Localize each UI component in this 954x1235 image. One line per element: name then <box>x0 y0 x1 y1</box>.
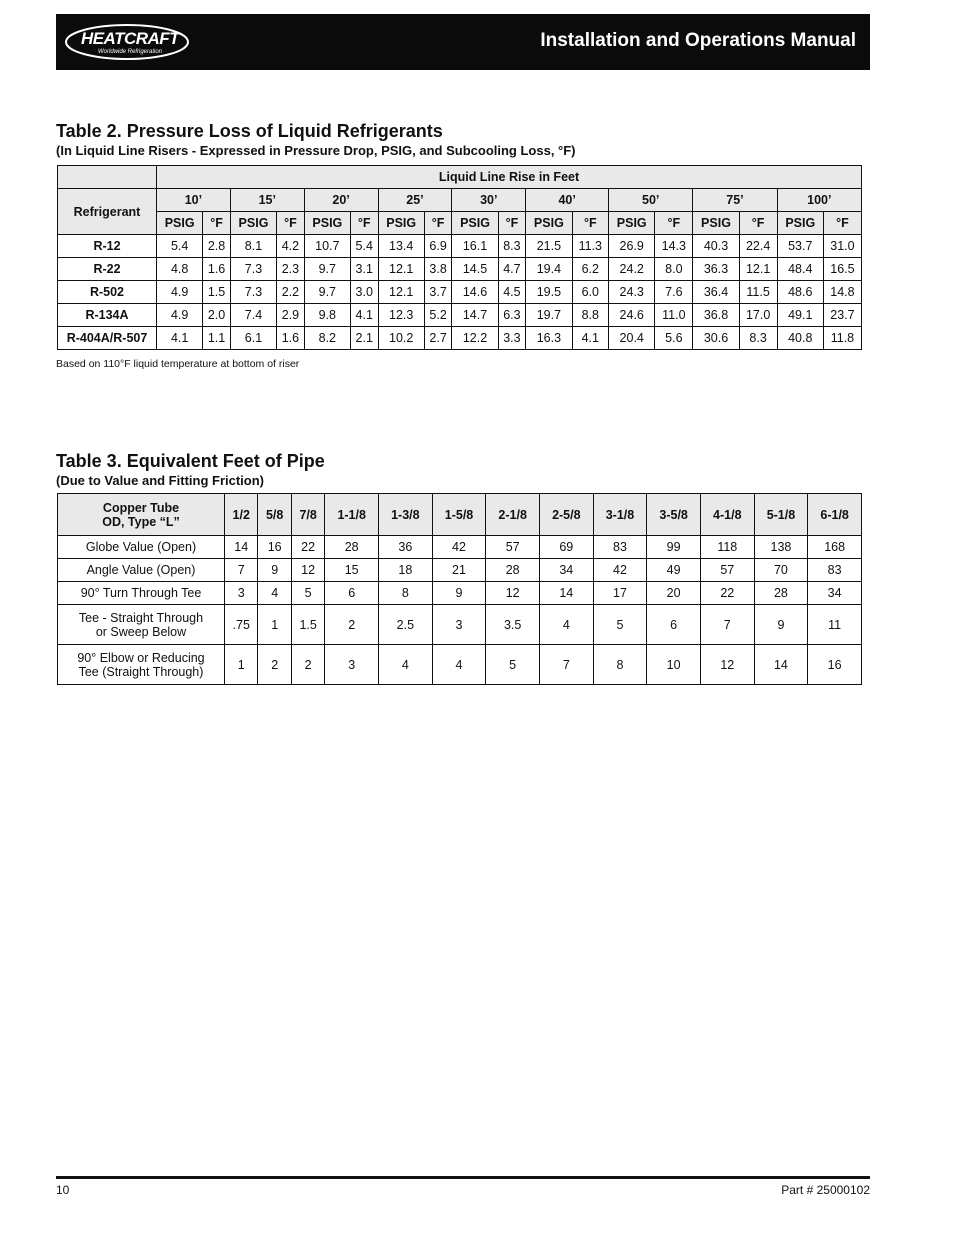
table-cell: 24.6 <box>609 304 655 327</box>
logo-tagline: Worldwide Refrigeration <box>97 49 163 55</box>
equivalent-feet-table <box>57 493 862 685</box>
table-cell: 70 <box>754 559 808 582</box>
table-cell: 28 <box>754 582 808 605</box>
fitting-name <box>58 605 225 645</box>
table-cell: 42 <box>593 559 647 582</box>
unit-header: °F <box>655 212 693 235</box>
table-cell: 1 <box>225 645 258 685</box>
table-cell: 9 <box>432 582 486 605</box>
table-row <box>58 536 862 559</box>
table-cell: 4 <box>379 645 433 685</box>
table-cell: 118 <box>700 536 754 559</box>
size-header: 1-5/8 <box>432 494 486 536</box>
table-cell: 1.6 <box>277 327 305 350</box>
table-cell: 34 <box>808 582 862 605</box>
size-header: 1-1/8 <box>325 494 379 536</box>
unit-header: PSIG <box>609 212 655 235</box>
refrigerant-name: R-502 <box>58 281 157 304</box>
rise-header: 25’ <box>378 189 452 212</box>
table-cell: 3 <box>325 645 379 685</box>
table-cell: 2.3 <box>277 258 305 281</box>
table-row <box>58 235 862 258</box>
table-cell: 16 <box>258 536 291 559</box>
table-cell: 12 <box>700 645 754 685</box>
unit-header: °F <box>277 212 305 235</box>
table-cell: 83 <box>593 536 647 559</box>
table-cell: 8 <box>379 582 433 605</box>
table-cell: 2.8 <box>203 235 231 258</box>
table-cell: 2.5 <box>379 605 433 645</box>
table-cell: 83 <box>808 559 862 582</box>
manual-title: Installation and Operations Manual <box>540 30 856 51</box>
table-cell: 1.6 <box>203 258 231 281</box>
table-cell: 14.6 <box>452 281 498 304</box>
table-row <box>58 605 862 645</box>
rise-header: 10’ <box>157 189 231 212</box>
table-cell: 5 <box>291 582 324 605</box>
table-cell: 2.9 <box>277 304 305 327</box>
table-cell: 12 <box>291 559 324 582</box>
table-cell: 19.5 <box>526 281 572 304</box>
table-cell: 30.6 <box>693 327 739 350</box>
table-cell: 31.0 <box>823 235 861 258</box>
table-row <box>58 281 862 304</box>
table-cell: 53.7 <box>777 235 823 258</box>
page-number: 10 <box>56 1183 70 1197</box>
table-cell: 168 <box>808 536 862 559</box>
table-cell: 36.8 <box>693 304 739 327</box>
table-cell: 7.6 <box>655 281 693 304</box>
table-cell: 22.4 <box>739 235 777 258</box>
table-cell: 49.1 <box>777 304 823 327</box>
fitting-line1: Tee - Straight Through <box>78 610 204 625</box>
table-cell: 11.8 <box>823 327 861 350</box>
table-cell: 14 <box>539 582 593 605</box>
table-cell: 21.5 <box>526 235 572 258</box>
table-cell: 36.3 <box>693 258 739 281</box>
table-cell: 4.7 <box>498 258 526 281</box>
unit-header: PSIG <box>526 212 572 235</box>
od-type-label: OD, Type “L” <box>102 514 180 529</box>
table-cell: 2 <box>258 645 291 685</box>
table-cell: 3.7 <box>424 281 452 304</box>
fitting-name <box>58 559 225 582</box>
table-cell: 11.0 <box>655 304 693 327</box>
liquid-line-rise-header: Liquid Line Rise in Feet <box>157 166 862 189</box>
table-cell: 24.3 <box>609 281 655 304</box>
table2-note: Based on 110°F liquid temperature at bottom of riser <box>56 358 300 370</box>
table-cell: 5 <box>486 645 540 685</box>
table-cell: 4.2 <box>277 235 305 258</box>
refrigerant-name: R-12 <box>58 235 157 258</box>
table-cell: 4.9 <box>157 304 203 327</box>
table-cell: 4.1 <box>572 327 609 350</box>
table-cell: 14.7 <box>452 304 498 327</box>
unit-header: PSIG <box>777 212 823 235</box>
table-cell: 16.3 <box>526 327 572 350</box>
rise-header: 40’ <box>526 189 609 212</box>
table-cell: 1.1 <box>203 327 231 350</box>
table-cell: 8.2 <box>304 327 350 350</box>
table-cell: 16 <box>808 645 862 685</box>
table-cell: 17 <box>593 582 647 605</box>
rise-header: 20’ <box>304 189 378 212</box>
table-cell: 6 <box>325 582 379 605</box>
table-cell: 8.1 <box>230 235 276 258</box>
table-cell: 6.3 <box>498 304 526 327</box>
table-cell: 3.5 <box>486 605 540 645</box>
fitting-line2: or Sweep Below <box>95 624 187 639</box>
table-cell: 3 <box>432 605 486 645</box>
table-cell: 4 <box>258 582 291 605</box>
table-cell: 3.0 <box>350 281 378 304</box>
table-cell: 48.4 <box>777 258 823 281</box>
table-cell: 1.5 <box>203 281 231 304</box>
unit-header: PSIG <box>304 212 350 235</box>
table-cell: 12.1 <box>739 258 777 281</box>
table-row <box>58 645 862 685</box>
table-cell: 12.3 <box>378 304 424 327</box>
rise-header: 50’ <box>609 189 693 212</box>
table-cell: 138 <box>754 536 808 559</box>
table-cell: 7 <box>539 645 593 685</box>
unit-header: °F <box>350 212 378 235</box>
table-cell: 48.6 <box>777 281 823 304</box>
table-cell: 5 <box>593 605 647 645</box>
table-cell: 9.7 <box>304 281 350 304</box>
fitting-name <box>58 536 225 559</box>
table-cell: 9.7 <box>304 258 350 281</box>
table-cell: 19.4 <box>526 258 572 281</box>
table-cell: 13.4 <box>378 235 424 258</box>
table-cell: 28 <box>325 536 379 559</box>
table-cell: 4.8 <box>157 258 203 281</box>
table-cell: 12.1 <box>378 281 424 304</box>
table-cell: 16.5 <box>823 258 861 281</box>
table-cell: 20 <box>647 582 701 605</box>
table-cell: 99 <box>647 536 701 559</box>
table-cell: 23.7 <box>823 304 861 327</box>
table-cell: 7.3 <box>230 281 276 304</box>
size-header: 2-1/8 <box>486 494 540 536</box>
refrigerant-name: R-134A <box>58 304 157 327</box>
table-cell: 10.2 <box>378 327 424 350</box>
table-cell: 7.4 <box>230 304 276 327</box>
table-cell: 17.0 <box>739 304 777 327</box>
size-header: 6-1/8 <box>808 494 862 536</box>
table-cell: 11 <box>808 605 862 645</box>
rise-header: 100’ <box>777 189 861 212</box>
table-cell: 12.1 <box>378 258 424 281</box>
unit-header: PSIG <box>693 212 739 235</box>
size-header: 3-5/8 <box>647 494 701 536</box>
size-header: 5-1/8 <box>754 494 808 536</box>
pressure-loss-table <box>57 165 862 350</box>
table-cell: 9 <box>258 559 291 582</box>
size-header: 4-1/8 <box>700 494 754 536</box>
size-header: 3-1/8 <box>593 494 647 536</box>
table-cell: 14.3 <box>655 235 693 258</box>
table-cell: 9.8 <box>304 304 350 327</box>
table-cell: 9 <box>754 605 808 645</box>
table2-title: Table 2. Pressure Loss of Liquid Refrigerants <box>56 121 443 141</box>
table-cell: 10 <box>647 645 701 685</box>
table-cell: 4.1 <box>350 304 378 327</box>
table-cell: 2 <box>325 605 379 645</box>
table-cell: 49 <box>647 559 701 582</box>
copper-tube-label: Copper Tube <box>102 500 180 515</box>
fitting-line1: 90° Turn Through Tee <box>80 586 202 600</box>
table-cell: 3.3 <box>498 327 526 350</box>
table-cell: 2 <box>291 645 324 685</box>
table-cell: 36.4 <box>693 281 739 304</box>
unit-header: °F <box>572 212 609 235</box>
table-cell: 4.9 <box>157 281 203 304</box>
refrigerant-name: R-404A/R-507 <box>58 327 157 350</box>
unit-header: °F <box>498 212 526 235</box>
table-row <box>58 582 862 605</box>
size-header: 7/8 <box>291 494 324 536</box>
table-cell: 5.2 <box>424 304 452 327</box>
table-cell: 1.5 <box>291 605 324 645</box>
table-cell: 3 <box>225 582 258 605</box>
table-row <box>58 559 862 582</box>
rise-header: 15’ <box>230 189 304 212</box>
table-cell: 15 <box>325 559 379 582</box>
size-header: 2-5/8 <box>539 494 593 536</box>
size-header: 1/2 <box>225 494 258 536</box>
table-cell: 2.2 <box>277 281 305 304</box>
table-cell: 1 <box>258 605 291 645</box>
table-cell: 12.2 <box>452 327 498 350</box>
table-cell: 7.3 <box>230 258 276 281</box>
table-cell: 14 <box>754 645 808 685</box>
table-cell: 11.5 <box>739 281 777 304</box>
table-cell: 5.4 <box>350 235 378 258</box>
table-cell: 22 <box>700 582 754 605</box>
table-cell: 2.0 <box>203 304 231 327</box>
table-cell: 5.6 <box>655 327 693 350</box>
table-cell: 14 <box>225 536 258 559</box>
part-number: Part # 25000102 <box>781 1183 870 1197</box>
table-cell: 36 <box>379 536 433 559</box>
table-cell: 57 <box>486 536 540 559</box>
table3-subtitle: (Due to Value and Fitting Friction) <box>56 473 264 488</box>
logo-text: HEATCRAFT <box>80 29 180 48</box>
refrigerant-name: R-22 <box>58 258 157 281</box>
unit-header: PSIG <box>452 212 498 235</box>
fitting-line1: Globe Value (Open) <box>85 540 197 554</box>
table-cell: 69 <box>539 536 593 559</box>
table-cell: 16.1 <box>452 235 498 258</box>
unit-header: °F <box>203 212 231 235</box>
table-cell: 8.3 <box>739 327 777 350</box>
unit-header: PSIG <box>157 212 203 235</box>
table-cell: 2.1 <box>350 327 378 350</box>
table-row <box>58 258 862 281</box>
table-cell: 7 <box>700 605 754 645</box>
table-cell: 4 <box>539 605 593 645</box>
table-cell: 34 <box>539 559 593 582</box>
table-cell: 3.1 <box>350 258 378 281</box>
table-cell: 6.9 <box>424 235 452 258</box>
table-cell: 14.8 <box>823 281 861 304</box>
unit-header: °F <box>739 212 777 235</box>
table-row <box>58 304 862 327</box>
rise-header: 30’ <box>452 189 526 212</box>
table-cell: 40.8 <box>777 327 823 350</box>
table-cell: 40.3 <box>693 235 739 258</box>
table-cell: 6.0 <box>572 281 609 304</box>
fitting-line1: Angle Value (Open) <box>86 563 196 577</box>
table-cell: 2.7 <box>424 327 452 350</box>
table-cell: 20.4 <box>609 327 655 350</box>
table-cell: 57 <box>700 559 754 582</box>
table-cell: 5.4 <box>157 235 203 258</box>
table-cell: 24.2 <box>609 258 655 281</box>
unit-header: °F <box>424 212 452 235</box>
table3-title: Table 3. Equivalent Feet of Pipe <box>56 451 325 471</box>
table-cell: 8.8 <box>572 304 609 327</box>
table-cell: 10.7 <box>304 235 350 258</box>
table-cell: 11.3 <box>572 235 609 258</box>
table-cell: 8 <box>593 645 647 685</box>
table2-subtitle: (In Liquid Line Risers - Expressed in Pressure Drop, PSIG, and Subcooling Loss, °F) <box>56 143 576 158</box>
fitting-name <box>58 645 225 685</box>
table-cell: 3.8 <box>424 258 452 281</box>
table-cell: 6 <box>647 605 701 645</box>
unit-header: °F <box>823 212 861 235</box>
table-cell: 6.1 <box>230 327 276 350</box>
table-cell: 42 <box>432 536 486 559</box>
table-cell: 6.2 <box>572 258 609 281</box>
table-cell: 19.7 <box>526 304 572 327</box>
heatcraft-logo <box>62 20 192 64</box>
page-header <box>56 14 870 70</box>
rise-header: 75’ <box>693 189 777 212</box>
copper-tube-header <box>58 494 225 536</box>
table-cell: 8.0 <box>655 258 693 281</box>
table-cell: 7 <box>225 559 258 582</box>
size-header: 1-3/8 <box>379 494 433 536</box>
table-cell: 4.5 <box>498 281 526 304</box>
table-row <box>58 327 862 350</box>
table-cell: 4 <box>432 645 486 685</box>
unit-header: PSIG <box>378 212 424 235</box>
table-cell: 12 <box>486 582 540 605</box>
fitting-line1: 90° Elbow or Reducing <box>77 650 205 665</box>
footer-rule <box>56 1176 870 1179</box>
table-cell: 28 <box>486 559 540 582</box>
table-cell: 4.1 <box>157 327 203 350</box>
table-cell: 21 <box>432 559 486 582</box>
refrigerant-header: Refrigerant <box>58 189 157 235</box>
size-header: 5/8 <box>258 494 291 536</box>
fitting-line2: Tee (Straight Through) <box>78 664 204 679</box>
unit-header: PSIG <box>230 212 276 235</box>
table-cell: 26.9 <box>609 235 655 258</box>
table-cell: .75 <box>225 605 258 645</box>
fitting-name <box>58 582 225 605</box>
table-cell: 14.5 <box>452 258 498 281</box>
table-cell: 18 <box>379 559 433 582</box>
table-cell: 8.3 <box>498 235 526 258</box>
table-cell: 22 <box>291 536 324 559</box>
